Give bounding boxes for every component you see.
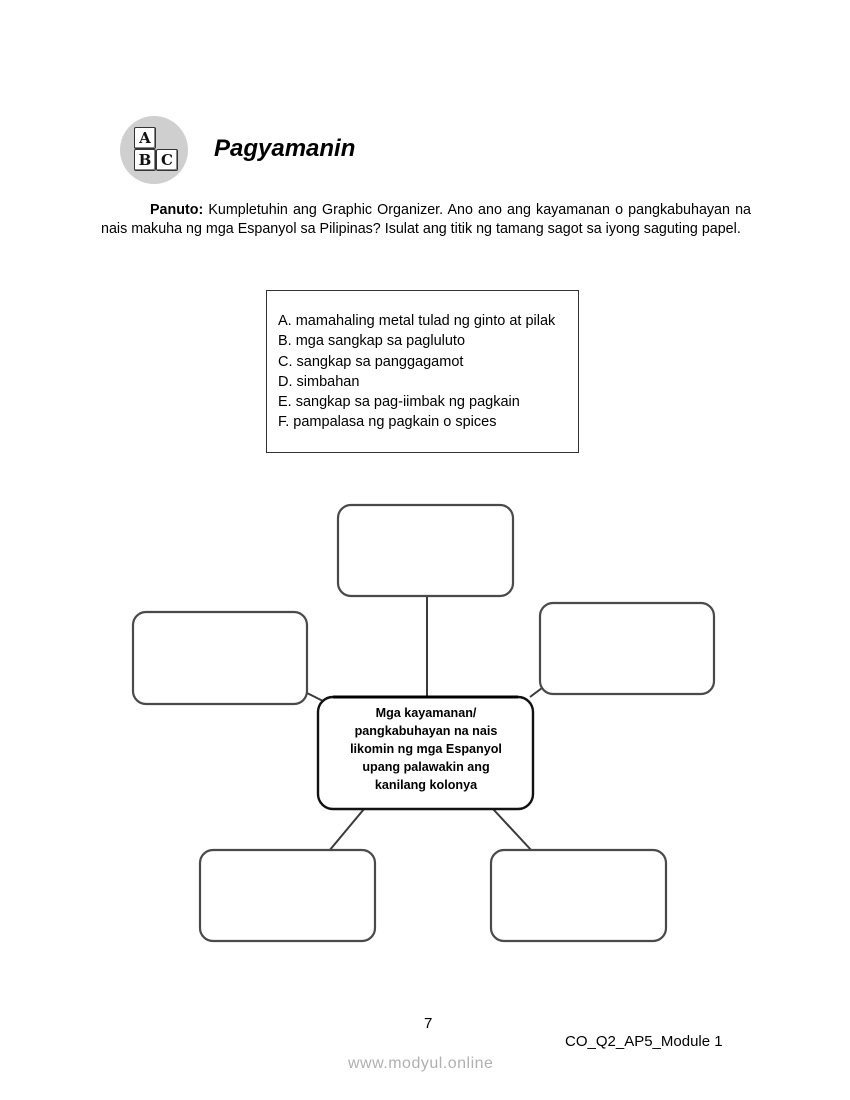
page-number: 7 bbox=[424, 1015, 433, 1032]
connector-bottom-right bbox=[493, 809, 532, 851]
center-box-text bbox=[322, 704, 530, 794]
answer-box-right[interactable] bbox=[540, 603, 714, 694]
section-title: Pagyamanin bbox=[214, 135, 356, 162]
center-line-3: likomin ng mga Espanyol bbox=[350, 742, 502, 756]
block-c: C bbox=[156, 149, 178, 171]
connector-right bbox=[530, 688, 542, 697]
answer-box-top[interactable] bbox=[338, 505, 513, 596]
instructions-text: Kumpletuhin ang Graphic Organizer. Ano ano ang kayamanan o pangkabuhayan na nais makuha ng mga Espanyol sa Pilipinas? Isulat ang titik ng tamang sagot sa iyong saguting papel. bbox=[101, 202, 751, 237]
connector-bottom-left bbox=[329, 809, 364, 851]
answer-box-left[interactable] bbox=[133, 612, 307, 704]
answer-box-bottom-right[interactable] bbox=[491, 850, 666, 941]
choice-e: E. sangkap sa pag-iimbak ng pagkain bbox=[278, 394, 520, 411]
center-line-5: kanilang kolonya bbox=[374, 778, 478, 792]
choice-a: A. mamahaling metal tulad ng ginto at pilak bbox=[278, 313, 556, 329]
center-line-4: upang palawakin ang bbox=[362, 760, 490, 774]
answer-box-bottom-left[interactable] bbox=[200, 850, 375, 941]
choice-f: F. pampalasa ng pagkain o spices bbox=[278, 414, 497, 431]
connector-left bbox=[307, 693, 323, 701]
choice-d: D. simbahan bbox=[278, 373, 360, 390]
choice-c: C. sangkap sa panggagamot bbox=[278, 353, 464, 370]
center-line-2: pangkabuhayan na nais bbox=[354, 724, 498, 738]
block-a: A bbox=[134, 127, 156, 149]
center-line-1: Mga kayamanan/ bbox=[375, 706, 477, 720]
module-code: CO_Q2_AP5_Module 1 bbox=[565, 1033, 723, 1050]
watermark: www.modyul.online bbox=[348, 1055, 494, 1072]
instructions-label: Panuto: bbox=[150, 202, 204, 218]
block-b: B bbox=[134, 149, 156, 171]
choice-b: B. mga sangkap sa pagluluto bbox=[278, 333, 466, 350]
